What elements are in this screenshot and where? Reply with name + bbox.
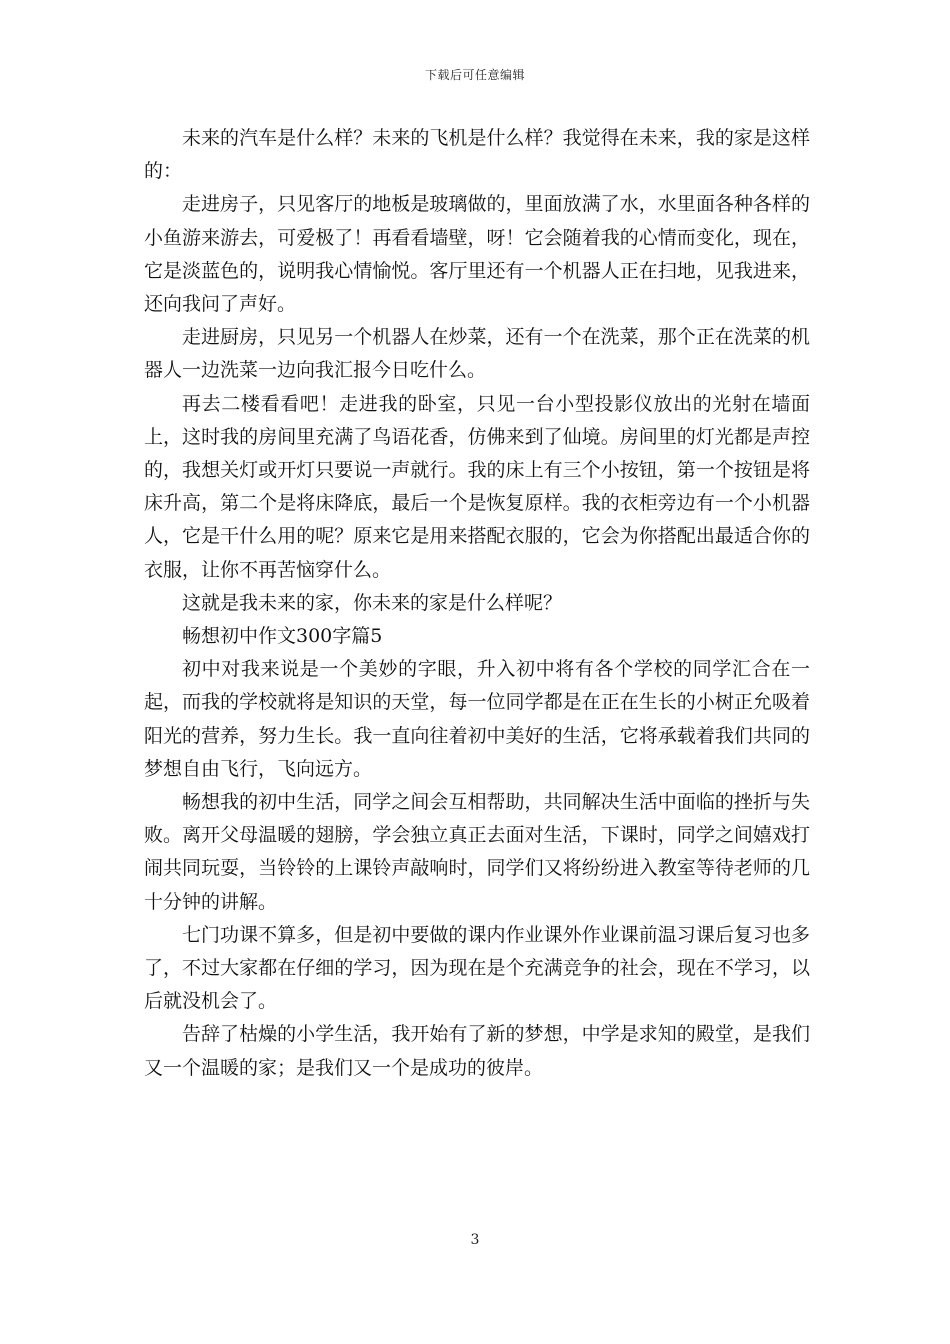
paragraph: 走进房子，只见客厅的地板是玻璃做的，里面放满了水，水里面各种各样的小鱼游来游去，可爱极了！再看看墙壁，呀！它会随着我的心情而变化，现在，它是淡蓝色的，说明我心情愉悦。客厅里还有一个机器人正在扫地，见我进来，还向我问了声好。 — [144, 193, 810, 316]
paragraph: 告辞了枯燥的小学生活，我开始有了新的梦想，中学是求知的殿堂，是我们又一个温暖的家；是我们又一个是成功的彼岸。 — [144, 1023, 810, 1079]
page-header: 下载后可任意编辑 — [424, 68, 525, 82]
paragraph: 畅想我的初中生活，同学之间会互相帮助，共同解决生活中面临的挫折与失败。离开父母温暖的翅膀，学会独立真正去面对生活，下课时，同学之间嬉戏打闹共同玩耍，当铃铃的上课铃声敲响时，同学们又将纷纷进入教室等待老师的几十分钟的讲解。 — [144, 791, 810, 913]
body-text — [144, 122, 810, 1085]
paragraph: 未来的汽车是什么样？未来的飞机是什么样？我觉得在未来，我的家是这样的： — [144, 127, 810, 183]
paragraph: 初中对我来说是一个美妙的字眼，升入初中将有各个学校的同学汇合在一起，而我的学校就将是知识的天堂，每一位同学都是在正在生长的小树正允吸着阳光的营养，努力生长。我一直向往着初中美好的生活，它将承载着我们共同的梦想自由飞行，飞向远方。 — [144, 658, 810, 780]
paragraph: 走进厨房，只见另一个机器人在炒菜，还有一个在洗菜，那个正在洗菜的机器人一边洗菜一边向我汇报今日吃什么。 — [144, 326, 810, 382]
page-number: 3 — [470, 1232, 480, 1248]
paragraph: 这就是我未来的家，你未来的家是什么样呢？ — [182, 591, 563, 614]
paragraph: 七门功课不算多，但是初中要做的课内作业课外作业课前温习课后复习也多了，不过大家都在仔细的学习，因为现在是个充满竞争的社会，现在不学习，以后就没机会了。 — [144, 923, 810, 1013]
section-heading: 畅想初中作文300字篇5 — [182, 625, 383, 648]
paragraph: 再去二楼看看吧！走进我的卧室，只见一台小型投影仪放出的光射在墙面上，这时我的房间里充满了鸟语花香，仿佛来到了仙境。房间里的灯光都是声控的，我想关灯或开灯只要说一声就行。我的床上有三个小按钮，第一个按钮是将床升高，第二个是将床降底，最后一个是恢复原样。我的衣柜旁边有一个小机器人，它是干什么用的呢？原来它是用来搭配衣服的，它会为你搭配出最适合你的衣服，让你不再苦恼穿什么。 — [144, 392, 810, 581]
